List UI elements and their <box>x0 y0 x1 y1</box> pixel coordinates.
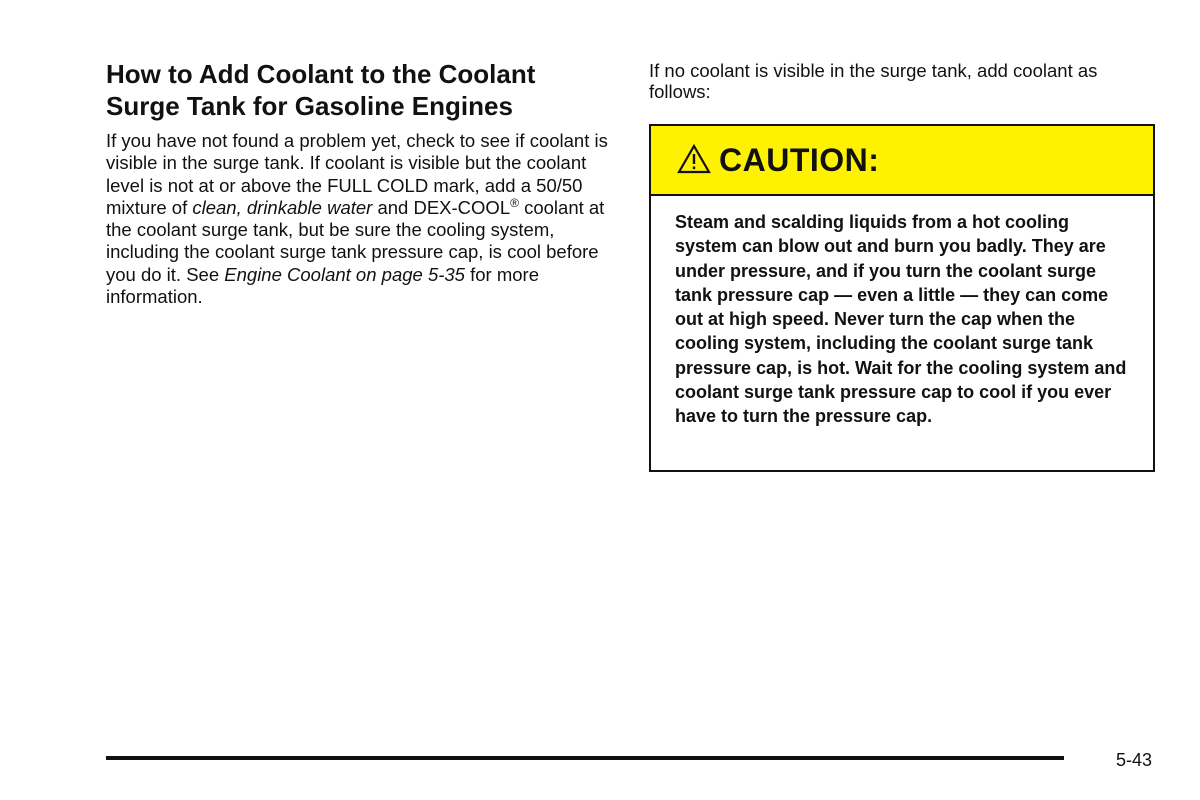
section-title <box>106 58 621 122</box>
warning-triangle-icon <box>677 144 711 174</box>
body-text-part-2: and DEX-COOL <box>372 196 511 218</box>
right-column <box>649 60 1159 102</box>
body-text-part-4: for more information. <box>106 263 540 308</box>
registered-mark: ® <box>510 195 519 210</box>
page-number: 5-43 <box>1116 750 1153 770</box>
section-title-line-1: How to Add Coolant to the Coolant <box>106 59 536 89</box>
section-title-line-2: Surge Tank for Gasoline Engines <box>106 91 513 121</box>
caution-label: CAUTION: <box>719 141 880 178</box>
right-intro-text: If no coolant is visible in the surge tank, add coolant as follows: <box>649 60 1098 102</box>
caution-box <box>649 124 1155 472</box>
left-column <box>106 58 621 308</box>
caution-header <box>651 126 1153 196</box>
body-text-emphasis: clean, drinkable water <box>192 196 373 218</box>
body-text-part-1: If you have not found a problem yet, check to see if coolant is visible in the surge tank. If coolant is visible but the coolant level is not at or above the FULL COLD mark, add a 50/50 mixture of <box>106 130 608 218</box>
footer-rule <box>106 756 1064 760</box>
section-body <box>106 130 621 308</box>
caution-text: Steam and scalding liquids from a hot cooling system can blow out and burn you badly. They are under pressure, and if you turn the coolant surge tank pressure cap — even a little — they can come out at high speed. Never turn the cap when the cooling system, including the coolant surge tank pressure cap, is hot. Wait for the cooling system and coolant surge tank pressure cap to cool if you ever have to turn the pressure cap. <box>675 212 1127 427</box>
body-text-part-3: coolant at the coolant surge tank, but be sure the cooling system, including the coolant surge tank pressure cap, is cool before you do it. See <box>106 196 605 285</box>
cross-reference-link[interactable]: Engine Coolant on page 5-35 <box>224 263 465 285</box>
